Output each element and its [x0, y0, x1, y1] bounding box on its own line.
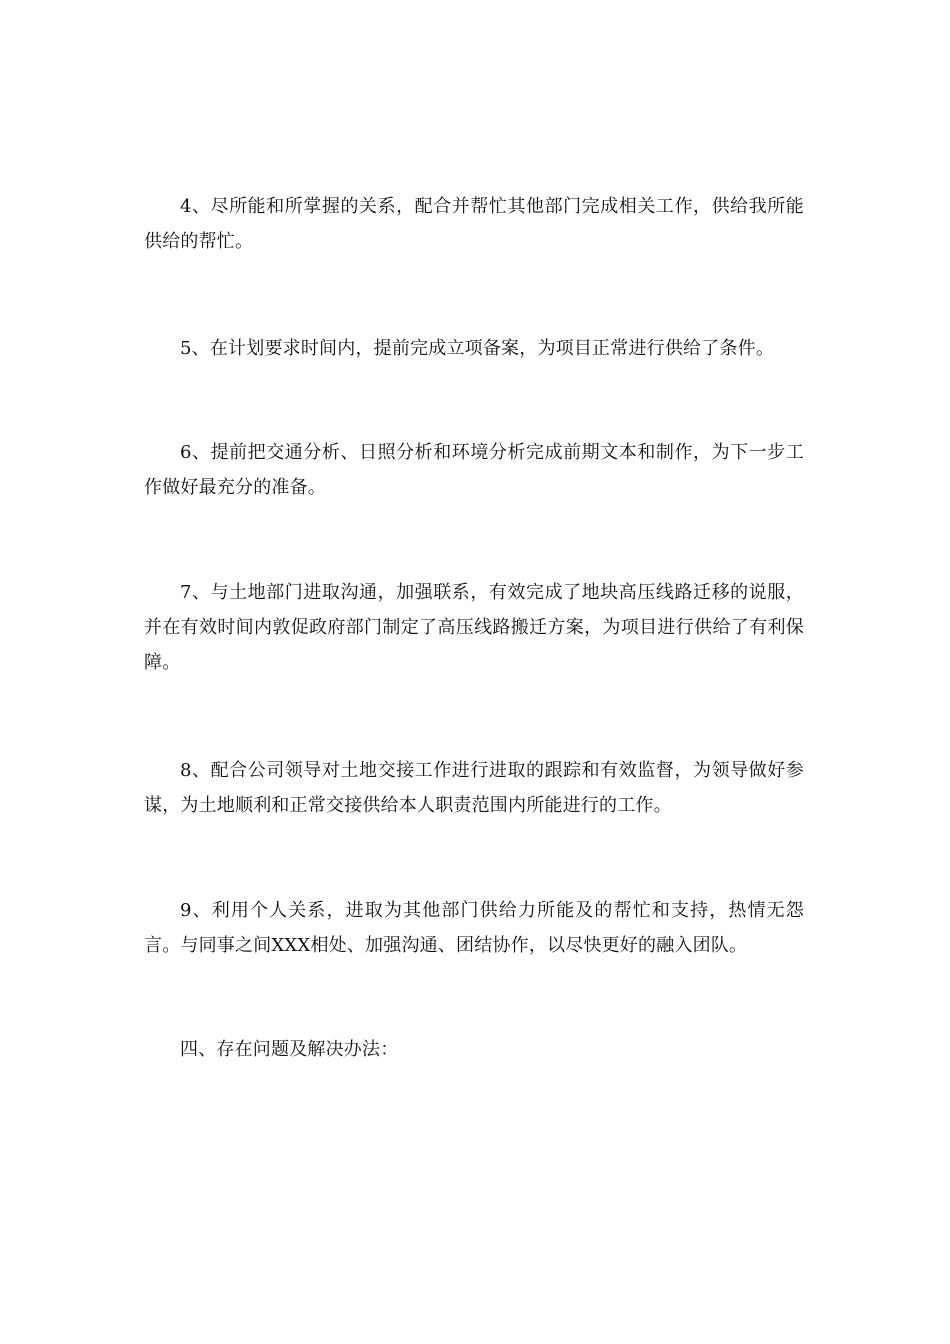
section-heading-problems-solutions: 四、存在问题及解决办法：: [180, 1039, 399, 1060]
paragraph-item-6: 6、提前把交通分析、日照分析和环境分析完成前期文本和制作，为下一步工作做好最充分的准备。: [144, 442, 804, 498]
paragraph-item-7: 7、与土地部门进取沟通，加强联系，有效完成了地块高压线路迁移的说服，并在有效时间内敦促政府部门制定了高压线路搬迁方案，为项目进行供给了有利保障。: [144, 582, 804, 673]
paragraph-item-8: 8、配合公司领导对土地交接工作进行进取的跟踪和有效监督，为领导做好参谋，为土地顺利和正常交接供给本人职责范围内所能进行的工作。: [144, 760, 804, 816]
paragraph-item-4: 4、尽所能和所掌握的关系，配合并帮忙其他部门完成相关工作，供给我所能供给的帮忙。: [144, 196, 804, 252]
paragraph-item-5: 5、在计划要求时间内，提前完成立项备案，为项目正常进行供给了条件。: [180, 338, 775, 359]
paragraph-item-9: 9、利用个人关系，进取为其他部门供给力所能及的帮忙和支持，热情无怨言。与同事之间XXX相处、加强沟通、团结协作，以尽快更好的融入团队。: [144, 900, 804, 956]
